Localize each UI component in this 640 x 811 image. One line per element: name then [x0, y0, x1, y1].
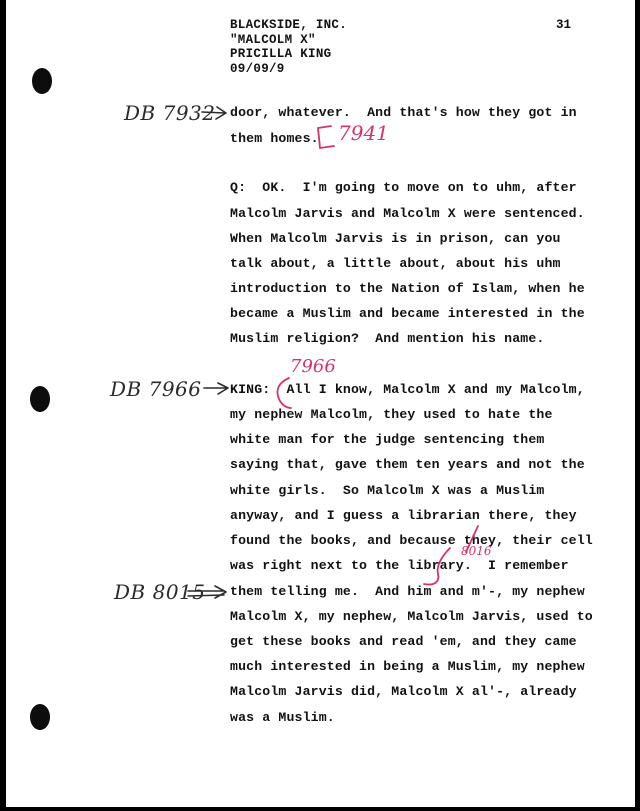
margin-note-db-7966: DB 7966	[110, 377, 202, 401]
body-line: was a Muslim.	[230, 710, 335, 725]
body-line: my nephew Malcolm, they used to hate the	[230, 407, 553, 422]
body-line: became a Muslim and became interested in the	[230, 306, 585, 321]
bracket-8016	[424, 548, 450, 585]
body-line: white man for the judge sentencing them	[230, 432, 545, 447]
body-line: KING: All I know, Malcolm X and my Malcolm,	[230, 382, 585, 397]
body-line: white girls. So Malcolm X was a Muslim	[230, 483, 545, 498]
slash-mark	[466, 526, 478, 552]
margin-note-db-8015: DB 8015	[114, 580, 206, 604]
arrow-db-8015	[188, 586, 226, 598]
body-line: Muslim religion? And mention his name.	[230, 331, 545, 346]
body-line: was right next to the library. I remember	[230, 558, 569, 573]
arrow-db-7966	[204, 383, 228, 394]
body-line: Malcolm Jarvis did, Malcolm X al'-, already	[230, 684, 577, 699]
margin-note-db-7932: DB 7932	[124, 101, 216, 125]
header-interviewee: PRICILLA KING	[230, 47, 332, 61]
bracket-7966	[277, 378, 291, 408]
body-line: much interested in being a Muslim, my nephew	[230, 659, 585, 674]
annotation-marks	[6, 0, 640, 811]
body-line: Malcolm Jarvis and Malcolm X were sentenced.	[230, 206, 585, 221]
body-line: Q: OK. I'm going to move on to uhm, after	[230, 180, 577, 195]
body-line: them telling me. And him and m'-, my nephew	[230, 584, 585, 599]
header-company: BLACKSIDE, INC.	[230, 18, 348, 32]
body-line: introduction to the Nation of Islam, when he	[230, 281, 585, 296]
body-line: saying that, gave them ten years and not the	[230, 457, 585, 472]
arrow-db-7932	[202, 107, 226, 119]
pink-note-8016: 8016	[461, 544, 492, 558]
bracket-7941	[318, 126, 334, 148]
page-number: 31	[556, 18, 572, 32]
header-date: 09/09/9	[230, 61, 285, 76]
body-line: talk about, a little about, about his uhm	[230, 256, 561, 271]
body-line: Malcolm X, my nephew, Malcolm Jarvis, used to	[230, 609, 593, 624]
body-line: get these books and read 'em, and they came	[230, 634, 577, 649]
body-line: When Malcolm Jarvis is in prison, can you	[230, 231, 561, 246]
header-title: "MALCOLM X"	[230, 32, 316, 47]
pink-note-7941: 7941	[338, 121, 389, 145]
body-line: anyway, and I guess a librarian there, they	[230, 508, 577, 523]
body-line: found the books, and because they, their cell	[230, 533, 593, 548]
pink-note-7966: 7966	[290, 356, 336, 377]
body-line: door, whatever. And that's how they got in	[230, 105, 577, 120]
body-line: them homes.	[230, 131, 319, 146]
